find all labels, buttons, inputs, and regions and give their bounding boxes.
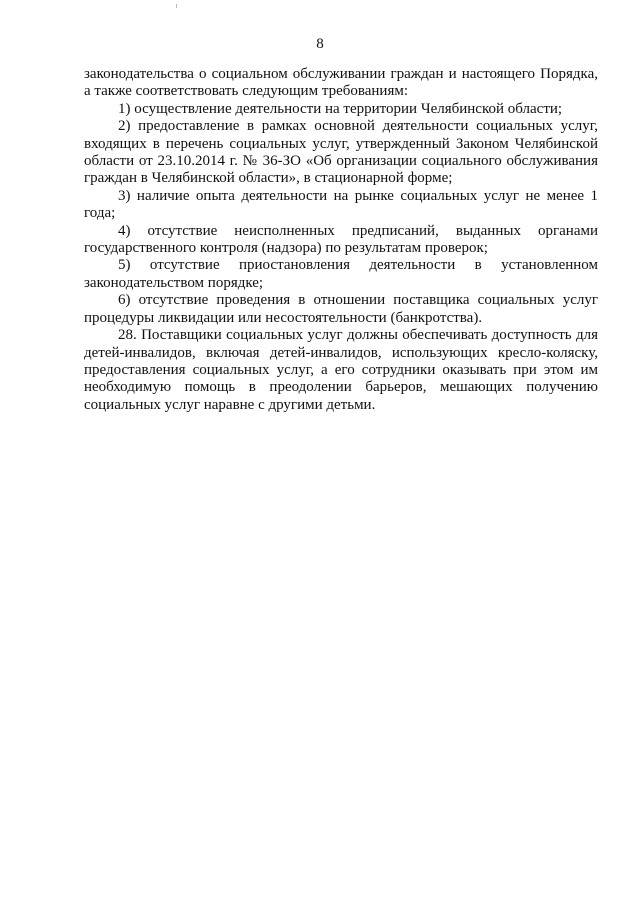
paragraph-requirement-4: 4) отсутствие неисполненных предписаний, выданных органами государственного контроля (надзора) по результатам проверок; (84, 222, 598, 257)
paragraph-requirement-1: 1) осуществление деятельности на территории Челябинской области; (118, 100, 563, 117)
paragraph-requirement-6: 6) отсутствие проведения в отношении поставщика социальных услуг процедуры ликвидации или несостоятельности (банкротства). (84, 292, 598, 326)
page-number: 8 (316, 36, 324, 52)
paragraph-requirement-5: 5) отсутствие приостановления деятельности в установленном законодательством порядке; (84, 257, 598, 291)
paragraph-requirement-3: 3) наличие опыта деятельности на рынке социальных услуг не менее 1 года; (84, 187, 598, 222)
document-body (84, 66, 598, 414)
paragraph-section-28: 28. Поставщики социальных услуг должны обеспечивать доступность для детей-инвалидов, включая детей-инвалидов, использующих кресло-коляску, предоставления социальных услуг, а его сотрудники оказывать при этом им необходимую помощь в преодолении барьеров, мешающих получению социальных услуг наравне с другими детьми. (84, 327, 598, 413)
paragraph-requirements-intro: законодательства о социальном обслуживании граждан и настоящего Порядка, а также соответствовать следующим требованиям: (84, 66, 598, 100)
paragraph-requirement-2: 2) предоставление в рамках основной деятельности социальных услуг, входящих в перечень социальных услуг, утвержденный Законом Челябинской области от 23.10.2014 г. № 36-ЗО «Об организации социального обслуживания граждан в Челябинской области», в стационарной форме; (84, 118, 598, 187)
scan-artifact-mark (176, 4, 177, 8)
